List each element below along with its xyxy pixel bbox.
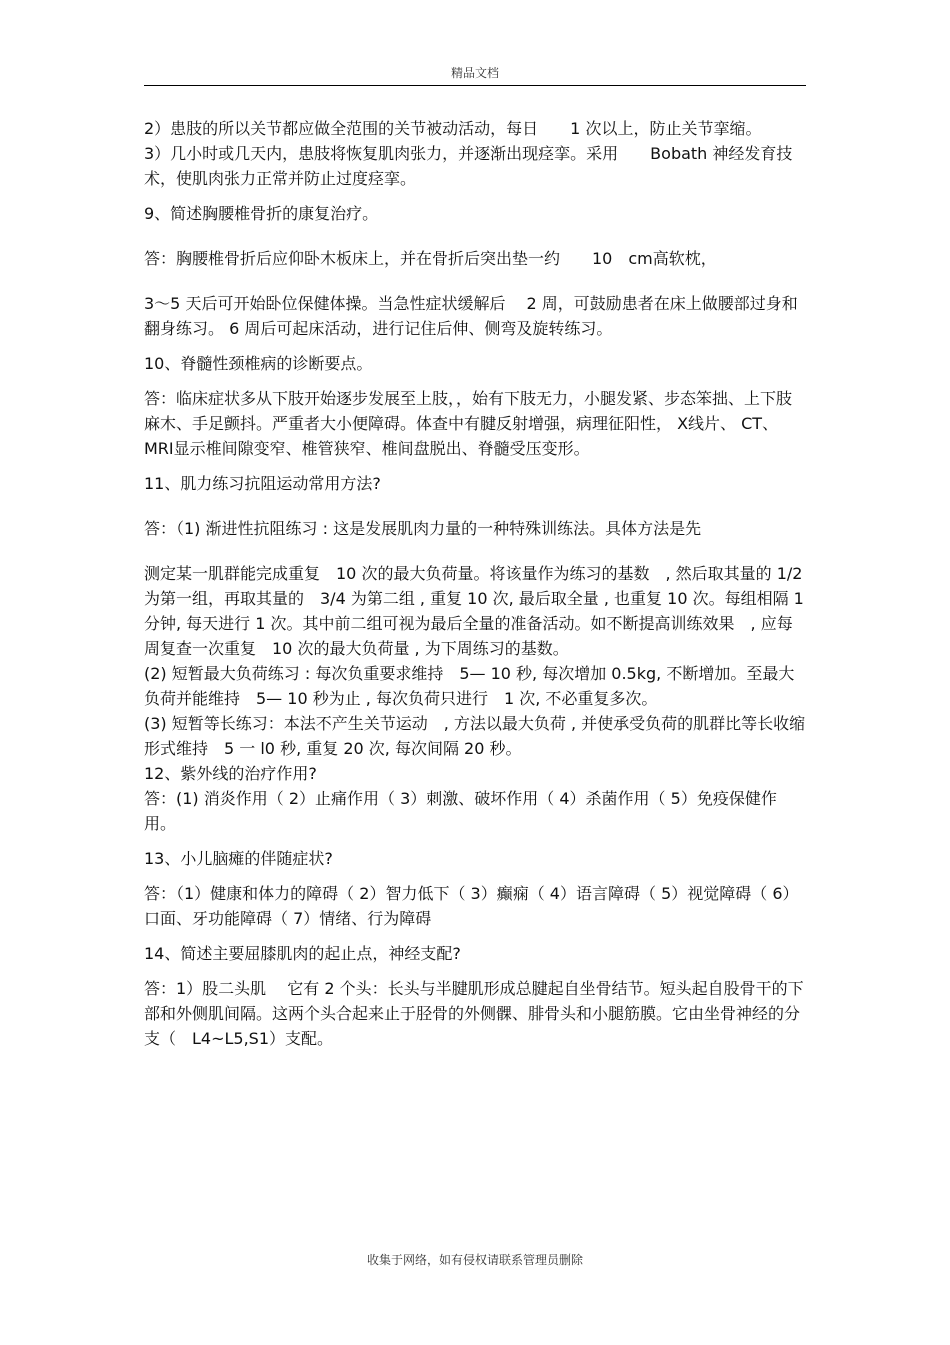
paragraph: 2）患肢的所以关节都应做全范围的关节被动活动，每日 1 次以上，防止关节挛缩。 (144, 119, 762, 138)
paragraph: 3）几小时或几天内，患肢将恢复肌肉张力，并逐渐出现痉挛。采用 Bobath 神经发育技术，使肌肉张力正常并防止过度痉挛。 (144, 144, 793, 188)
header-divider (144, 85, 806, 86)
paragraph: 测定某一肌群能完成重复 10 次的最大负荷量。将该量作为练习的基数 , 然后取其量的 1/2 为第一组，再取其量的 3/4 为第二组 , 重复 10 次, 最后取全量 , 也重复 10 次。每组相隔 1 分钟, 每天进行 1 次。其中前二组可视为最后全量的准备活动。如不断提高训练效果 , 应每周复查一次重复 10 次的最大负荷量 , 为下周练习的基数。 (144, 564, 809, 658)
paragraph: (2) 短暂最大负荷练习 : 每次负重要求维持 5— 10 秒, 每次增加 0.5kg, 不断增加。至最大负荷并能维持 5— 10 秒为止 , 每次负荷只进行 1 次, 不必重复多次。 (144, 664, 795, 708)
question-heading: 11、肌力练习抗阻运动常用方法? (144, 474, 381, 493)
answer-paragraph: 答：(1) 消炎作用（ 2）止痛作用（ 3）刺激、破坏作用（ 4）杀菌作用（ 5）免疫保健作用。 (144, 789, 777, 833)
answer-paragraph: 答：1）股二头肌 它有 2 个头：长头与半腱肌形成总腱起自坐骨结节。短头起自股骨干的下部和外侧肌间隔。这两个头合起来止于胫骨的外侧髁、腓骨头和小腿筋膜。它由坐骨神经的分支（ L4~L5,S1）支配。 (144, 979, 804, 1048)
answer-paragraph: 答：胸腰椎骨折后应仰卧木板床上，并在骨折后突出垫一约 10 cm高软枕， (144, 249, 717, 268)
question-heading: 14、简述主要屈膝肌肉的起止点，神经支配? (144, 944, 461, 963)
question-heading: 13、小儿脑瘫的伴随症状? (144, 849, 333, 868)
paragraph: (3) 短暂等长练习：本法不产生关节运动 , 方法以最大负荷 , 并使承受负荷的肌群比等长收缩形式维持 5 一 l0 秒, 重复 20 次, 每次间隔 20 秒。 (144, 714, 806, 758)
question-heading: 12、紫外线的治疗作用? (144, 764, 317, 783)
paragraph: 3～5 天后可开始卧位保健体操。当急性症状缓解后 2 周，可鼓励患者在床上做腰部过身和翻身练习。 6 周后可起床活动，进行记住后伸、侧弯及旋转练习。 (144, 294, 798, 338)
page-footer: 收集于网络，如有侵权请联系管理员删除 (366, 1253, 583, 1267)
question-heading: 10、脊髓性颈椎病的诊断要点。 (144, 354, 373, 373)
document-body (144, 116, 809, 1051)
answer-paragraph: 答：（1) 渐进性抗阻练习 : 这是发展肌肉力量的一种特殊训练法。具体方法是先 (144, 519, 702, 538)
answer-paragraph: 答：临床症状多从下肢开始逐步发展至上肢，，始有下肢无力，小腿发紧、步态笨拙、上下肢麻木、手足颤抖。严重者大小便障碍。体查中有腱反射增强，病理征阳性， X线片、 CT、 MRI显示椎间隙变窄、椎管狭窄、椎间盘脱出、脊髓受压变形。 (144, 389, 793, 458)
question-heading: 9、简述胸腰椎骨折的康复治疗。 (144, 204, 379, 223)
answer-paragraph: 答：（1）健康和体力的障碍（ 2）智力低下（ 3）癫痫（ 4）语言障碍（ 5）视觉障碍（ 6）口面、牙功能障碍（ 7）情绪、行为障碍 (144, 884, 799, 928)
page-header: 精品文档 (450, 66, 499, 80)
